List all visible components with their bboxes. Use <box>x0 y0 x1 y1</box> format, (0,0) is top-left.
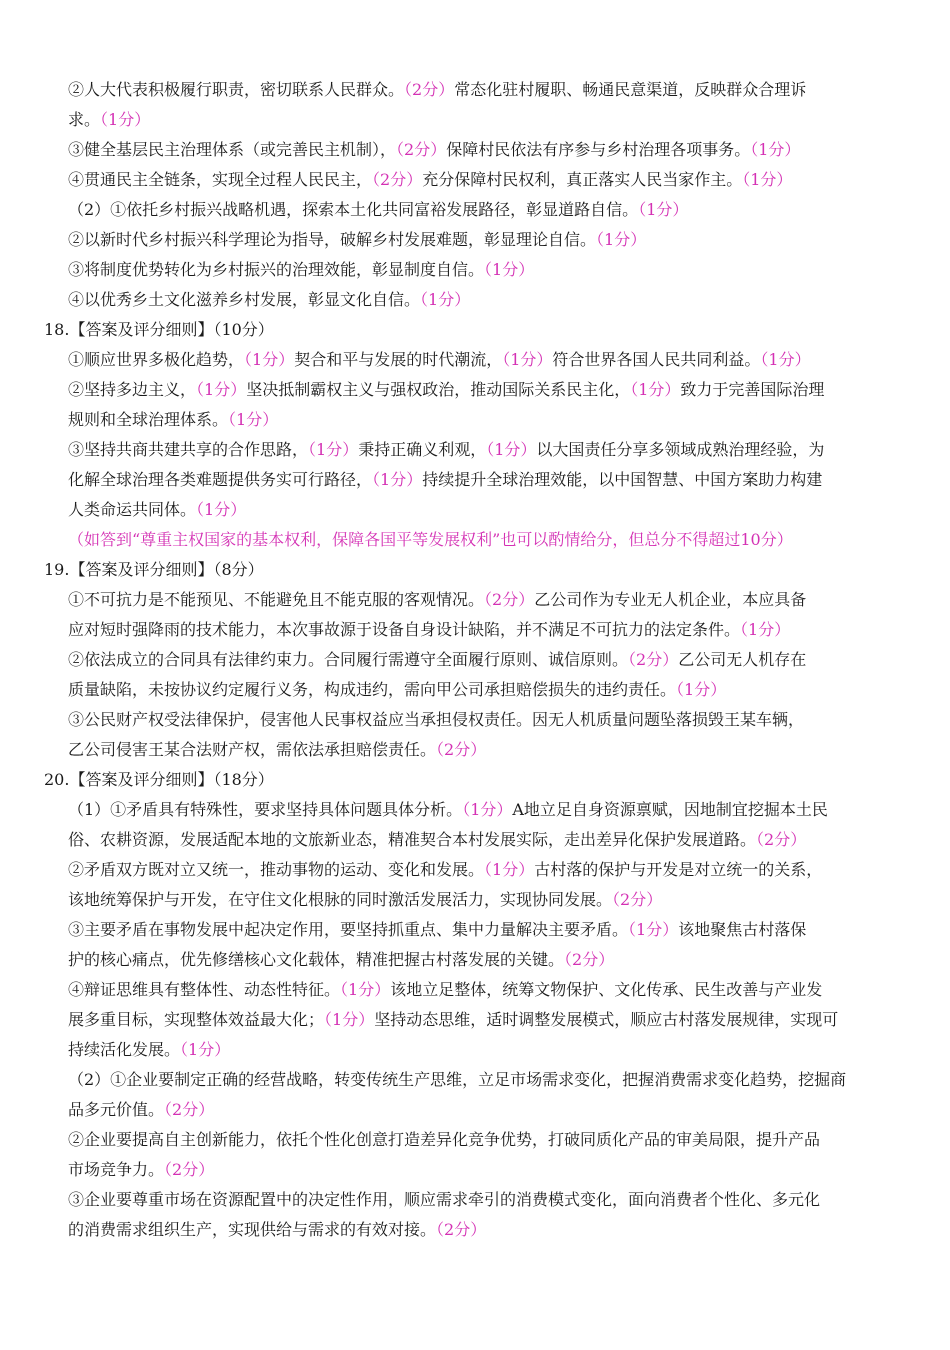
answer-line <box>68 1130 910 1150</box>
answer-text: 乙公司侵害王某合法财产权，需依法承担赔偿责任。 <box>68 740 437 759</box>
answer-line <box>68 80 910 100</box>
answer-text: （2）①企业要制定正确的经营战略，转变传统生产思维，立足市场需求变化，把握消费需求变化趋势，挖掘商 <box>68 1070 847 1089</box>
answer-line <box>68 1010 910 1030</box>
answer-text: 符合世界各国人民共同利益。 <box>552 350 761 369</box>
answer-line <box>68 620 910 640</box>
score-note: （1分） <box>628 920 679 939</box>
answer-text: 乙公司无人机存在 <box>678 650 807 669</box>
answer-text: 以大国责任分享多领域成熟治理经验，为 <box>536 440 825 459</box>
answer-text: （1）①矛盾具有特殊性，要求坚持具体问题具体分析。 <box>68 800 463 819</box>
score-note: （1分） <box>596 230 647 249</box>
answer-line <box>68 980 910 1000</box>
score-note: （2分） <box>756 830 807 849</box>
answer-text: ③公民财产权受法律保护，侵害他人民事权益应当承担侵权责任。因无人机质量问题坠落损毁王某车辆， <box>68 710 805 729</box>
answer-line <box>68 830 910 850</box>
answer-text: 19.【答案及评分细则】（8分） <box>44 560 264 579</box>
answer-text: ②企业要提高自主创新能力，依托个性化创意打造差异化竞争优势，打破同质化产品的审美局限，提升产品 <box>68 1130 821 1149</box>
score-note: （2分） <box>484 590 535 609</box>
answer-line <box>68 590 910 610</box>
answer-text: 坚决抵制霸权主义与强权政治，推动国际关系民主化， <box>246 380 631 399</box>
answer-line <box>68 230 910 250</box>
answer-text: 坚持动态思维，适时调整发展模式，顺应古村落发展规律，实现可 <box>374 1010 839 1029</box>
score-note: （1分） <box>372 470 423 489</box>
score-note: （1分） <box>244 350 295 369</box>
answer-text: ④贯通民主全链条，实现全过程人民民主， <box>68 170 373 189</box>
answer-text: 该地统筹保护与开发，在守住文化根脉的同时激活发展活力，实现协同发展。 <box>68 890 613 909</box>
answer-text: 秉持正确义利观， <box>358 440 487 459</box>
answer-text: 市场竞争力。 <box>68 1160 165 1179</box>
score-note: （1分） <box>740 620 791 639</box>
score-note: （1分） <box>180 1040 231 1059</box>
answer-line <box>68 950 910 970</box>
answer-line <box>68 1040 910 1060</box>
answer-text: ④辩证思维具有整体性、动态性特征。 <box>68 980 341 999</box>
score-note: （2分） <box>372 170 423 189</box>
answer-text: 保障村民依法有序参与乡村治理各项事务。 <box>446 140 751 159</box>
answer-text: ③企业要尊重市场在资源配置中的决定性作用，顺应需求牵引的消费模式变化，面向消费者个性化、多元化 <box>68 1190 821 1209</box>
answer-line <box>68 350 910 370</box>
answer-text: ①顺应世界多极化趋势， <box>68 350 245 369</box>
answer-text: 持续提升全球治理效能，以中国智慧、中国方案助力构建 <box>422 470 823 489</box>
score-note: （1分） <box>750 140 801 159</box>
answer-line <box>68 740 910 760</box>
section-heading-q18 <box>44 320 886 340</box>
answer-line <box>68 200 910 220</box>
score-note: （1分） <box>760 350 811 369</box>
answer-line <box>68 920 910 940</box>
score-note: （1分） <box>484 260 535 279</box>
answer-text: A地立足自身资源禀赋，因地制宜挖掘本土民 <box>512 800 828 819</box>
score-note: （2分） <box>404 80 455 99</box>
score-note: （2分） <box>436 740 487 759</box>
score-note: （2分） <box>628 650 679 669</box>
answer-text: ③坚持共商共建共享的合作思路， <box>68 440 309 459</box>
score-note: （1分） <box>742 170 793 189</box>
section-heading-q19 <box>44 560 886 580</box>
answer-line <box>68 1100 910 1120</box>
answer-text: ④以优秀乡土文化滋养乡村发展，彰显文化自信。 <box>68 290 421 309</box>
answer-line <box>68 1160 910 1180</box>
score-note: （1分） <box>228 410 279 429</box>
answer-line <box>68 860 910 880</box>
answer-line <box>68 440 910 460</box>
answer-line <box>68 530 910 550</box>
answer-line <box>68 680 910 700</box>
answer-text: 俗、农耕资源，发展适配本地的文旅新业态，精准契合本村发展实际，走出差异化保护发展道路。 <box>68 830 757 849</box>
answer-text: 古村落的保护与开发是对立统一的关系， <box>534 860 823 879</box>
answer-text: ②坚持多边主义， <box>68 380 197 399</box>
answer-line <box>68 470 910 490</box>
answer-line <box>68 290 910 310</box>
score-note: （1分） <box>196 380 247 399</box>
score-note: （2分） <box>164 1160 215 1179</box>
answer-text: 化解全球治理各类难题提供务实可行路径， <box>68 470 373 489</box>
answer-text: 护的核心痛点，优先修缮核心文化载体，精准把握古村落发展的关键。 <box>68 950 565 969</box>
answer-text: ③将制度优势转化为乡村振兴的治理效能，彰显制度自信。 <box>68 260 485 279</box>
answer-text: 应对短时强降雨的技术能力，本次事故源于设备自身设计缺陷，并不满足不可抗力的法定条件。 <box>68 620 741 639</box>
answer-text: 展多重目标，实现整体效益最大化； <box>68 1010 325 1029</box>
answer-text: 18.【答案及评分细则】（10分） <box>44 320 274 339</box>
answer-line <box>68 110 910 130</box>
answer-text: 规则和全球治理体系。 <box>68 410 229 429</box>
score-note: （如答到“尊重主权国家的基本权利，保障各国平等发展权利”也可以酌情给分，但总分不得超过10分） <box>68 530 793 549</box>
answer-text: （2）①依托乡村振兴战略机遇，探索本土化共同富裕发展路径，彰显道路自信。 <box>68 200 639 219</box>
answer-line <box>68 260 910 280</box>
answer-line <box>68 170 910 190</box>
answer-text: ②依法成立的合同具有法律约束力。合同履行需遵守全面履行原则、诚信原则。 <box>68 650 629 669</box>
answer-text: 乙公司作为专业无人机企业，本应具备 <box>534 590 807 609</box>
score-note: （1分） <box>308 440 359 459</box>
answer-text: ②人大代表积极履行职责，密切联系人民群众。 <box>68 80 405 99</box>
answer-line <box>68 500 910 520</box>
score-note: （1分） <box>340 980 391 999</box>
answer-text: 充分保障村民权利，真正落实人民当家作主。 <box>422 170 743 189</box>
answer-line <box>68 1070 910 1090</box>
answer-line <box>68 1220 910 1240</box>
score-note: （1分） <box>420 290 471 309</box>
answer-line <box>68 380 910 400</box>
score-note: （1分） <box>486 440 537 459</box>
answer-line <box>68 1190 910 1210</box>
answer-text: 品多元价值。 <box>68 1100 165 1119</box>
answer-text: 致力于完善国际治理 <box>680 380 825 399</box>
answer-text: 该地聚焦古村落保 <box>678 920 807 939</box>
answer-line <box>68 410 910 430</box>
score-note: （1分） <box>638 200 689 219</box>
score-note: （1分） <box>630 380 681 399</box>
answer-line <box>68 710 910 730</box>
answer-text: 常态化驻村履职、畅通民意渠道，反映群众合理诉 <box>454 80 807 99</box>
answer-text: 20.【答案及评分细则】（18分） <box>44 770 274 789</box>
section-heading-q20 <box>44 770 886 790</box>
score-note: （1分） <box>484 860 535 879</box>
answer-text: ②以新时代乡村振兴科学理论为指导，破解乡村发展难题，彰显理论自信。 <box>68 230 597 249</box>
answer-text: ③主要矛盾在事物发展中起决定作用，要坚持抓重点、集中力量解决主要矛盾。 <box>68 920 629 939</box>
answer-text: 人类命运共同体。 <box>68 500 197 519</box>
answer-line <box>68 650 910 670</box>
score-note: （2分） <box>564 950 615 969</box>
answer-line <box>68 800 910 820</box>
score-note: （1分） <box>100 110 151 129</box>
score-note: （2分） <box>436 1220 487 1239</box>
answer-text: 求。 <box>68 110 101 129</box>
score-note: （2分） <box>396 140 447 159</box>
answer-text: ①不可抗力是不能预见、不能避免且不能克服的客观情况。 <box>68 590 485 609</box>
score-note: （1分） <box>676 680 727 699</box>
answer-line <box>68 140 910 160</box>
answer-text: 该地立足整体，统筹文物保护、文化传承、民生改善与产业发 <box>390 980 823 999</box>
score-note: （2分） <box>164 1100 215 1119</box>
score-note: （1分） <box>462 800 513 819</box>
answer-text: 的消费需求组织生产，实现供给与需求的有效对接。 <box>68 1220 437 1239</box>
answer-text: 契合和平与发展的时代潮流， <box>294 350 503 369</box>
score-note: （1分） <box>502 350 553 369</box>
answer-line <box>68 890 910 910</box>
score-note: （2分） <box>612 890 663 909</box>
score-note: （1分） <box>324 1010 375 1029</box>
answer-text: ③健全基层民主治理体系（或完善民主机制）， <box>68 140 397 159</box>
answer-text: 持续活化发展。 <box>68 1040 181 1059</box>
answer-text: ②矛盾双方既对立又统一，推动事物的运动、变化和发展。 <box>68 860 485 879</box>
answer-text: 质量缺陷，未按协议约定履行义务，构成违约，需向甲公司承担赔偿损失的违约责任。 <box>68 680 677 699</box>
score-note: （1分） <box>196 500 247 519</box>
